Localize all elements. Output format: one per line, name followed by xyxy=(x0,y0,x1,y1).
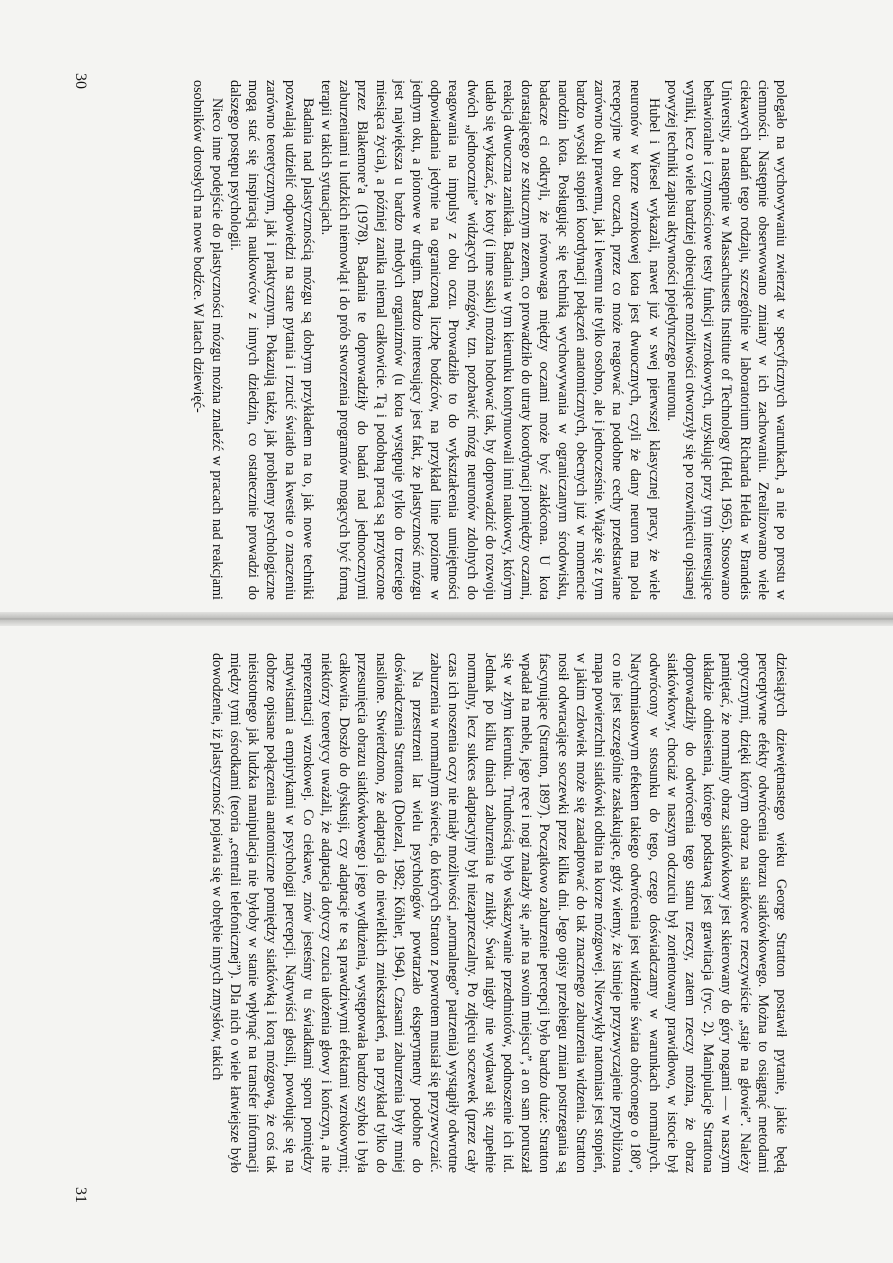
paragraph: Na przestrzeni lat wielu psychologów powtarzało eksperymenty podobne do doświadczenia Strattona (Dolezal, 1982; Köhler, 1964). Czasami zaburzenia były mniej nasilone. Stwierdzono, że adaptacja do niewielkich zniekształceń, na przykład tylko do przesunięcia obrazu siatkówkowego i jego wydłużenia, występowała bardzo szybko i była całkowita. Doszło do dyskusji, czy adaptacje te są prawdziwymi efektami wzrokowymi; niektórzy teoretycy uważali, że adaptacja dotyczy czucia ułożenia głowy i kończyn, a nie reprezentacji wzrokowej. Co ciekawe, znów jesteśmy tu świadkami sporu pomiędzy natywistami a empirykami w psychologii percepcji. Natywiści głosili, powołując się na dobrze opisane połączenia anatomiczne pomiędzy siatkówką i korą mózgową, że coś tak nieistotnego jak ludzka manipulacja nie byłoby w stanie wpłynąć na transfer informacji między tymi ośrodkami (teoria „centrali telefonicznej”). Dla nich o wiele łatwiejsze było dowodzenie, iż plastyczność pojawia się w obrębie innych zmysłów, takich xyxy=(208,653,425,1173)
right-page-text xyxy=(208,653,791,1173)
right-page xyxy=(120,645,880,1205)
paragraph: polegało na wychowywaniu zwierząt w specyficznych warunkach, a nie po prostu w ciemności. Następnie obserwowano zmiany w ich zachowaniu. Zrealizowano wiele ciekawych badań tego rodzaju, szczególnie w laboratorium Richarda Helda w Brandeis University, a następnie w Massachusetts Institute of Technology (Held, 1965). Stosowano behawioralne i czynnościowe testy funkcji wzrokowych, uzyskując przy tym interesujące wyniki, lecz o wiele bardziej obiecujące możliwości otworzyły się po rozwinięciu opisanej powyżej techniki zapisu aktywności pojedynczego neuronu. xyxy=(663,80,789,600)
left-page-text xyxy=(189,80,790,600)
paragraph: Hubel i Wiesel wykazali, nawet już w swej pierwszej klasycznej pracy, że wiele neuronów w korze wzrokowej kota jest dwuocznych, czyli że dany neuron ma pola recepcyjne w obu oczach, przez co może reagować na podobne cechy przedstawiane zarówno oku prawemu, jak i lewemu nie tylko osobno, ale i jednocześnie. Wiąże się z tym bardzo wysoki stopień koordynacji połączeń anatomicznych, obecnych już w momencie narodzin kota. Posługując się techniką wychowywania w ograniczanym środowisku, badacze ci odkryli, że równowaga między oczami może być zakłócona. U kota dorastającego ze sztucznym zezem, co prowadziło do utraty koordynacji pomiędzy oczami, reakcja dwuoczna zanikała. Badania w tym kierunku kontynuowali inni naukowcy, którym udało się wykazać, że koty (i inne ssaki) można hodować tak, by doprowadzić do rozwoju dwóch „jednoocznie” widzących mózgów, tzn. pozbawić mózg neuronów zdolnych do reagowania na impulsy z obu oczu. Prowadziło to do wykształcenia umiejętności odpowiadania jedynie na ograniczoną liczbę bodźców, na przykład linie poziome w jednym oku, a pionowe w drugim. Bardzo interesujący jest fakt, że plastyczność mózgu jest największa u bardzo młodych organizmów (u kota występuje tylko do trzeciego miesiąca życia), a później zanika niemal całkowicie. Tą i podobną pracą są przytoczone przez Blakemore’a (1978). Badania te doprowadziły do badań nad jednoocznymi zaburzeniami u ludzkich niemowląt i do prób stworzenia programów mogących być formą terapii w takich sytuacjach. xyxy=(317,80,662,600)
page-number-right: 31 xyxy=(72,1187,89,1203)
paragraph: dziesiątych dziewiętnastego wieku George Stratton postawił pytanie, jakie będą perceptywne efekty odwrócenia obrazu siatkówkowego. Można to osiągnąć metodami optycznymi, dzięki którym obraz na siatkówce rzeczywiście „staje na głowie”. Należy pamiętać, że normalny obraz siatkówkowy jest skierowany do góry nogami — w naszym układzie odniesienia, którego podstawą jest grawitacja (ryc. 2). Manipulacje Strattona doprowadziły do odwrócenia tego stanu rzeczy, zatem rzeczy można, że obraz siatkówkowy, chociaż w naszym odczuciu był zorientowany prawidłowo, w istocie był odwrócony w stosunku do tego, czego doświadczamy w warunkach normalnych. Natychmiastowym efektem takiego odwrócenia jest widzenie świata obróconego o 180°, co nie jest szczególnie zaskakujące, gdyż wiemy, że istnieje przyzwyczajenie przybliżona mapa powierzchni siatkówki odbita na korze mózgowej. Niezwykły natomiast jest stopień, w jakim człowiek może się zaadaptować do tak znacznego zaburzenia widzenia. Stratton nosił odwracające soczewki przez kilka dni. Jego opisy przebiegu zmian postrzegania są fascynujące (Stratton, 1897). Początkowo zaburzenie percepcji było bardzo duże: Stratton wpadał na meble, jego ręce i nogi znalazły się „nie na swoim miejscu”, a on sam poruszał się w złym kierunku. Trudnością było wskazywanie przedmiotów, podnoszenie ich itd. Jednak po kilku dniach zaburzenia te znikły. Świat nigdy nie wydawał się zupełnie normalny, lecz sukces adaptacyjny był niezaprzeczalny. Po zdjęciu soczewek (przez cały czas ich noszenia oczy nie miały możliwości „normalnego” patrzenia) wystąpiły odwrotne zaburzenia w normalnym świecie, do których Straton z powrotem musiał się przyzwyczaić. xyxy=(427,653,789,1173)
paragraph: Nieco inne podejście do plastyczności mózgu można znaleźć w pracach nad reakcjami osobników dorosłych na nowe bodźce. W latach dziewięć- xyxy=(190,80,225,600)
paragraph: Badania nad plastycznością mózgu są dobrym przykładem na to, jak nowe techniki pozwalają udzielić odpowiedzi na stare pytania i rzucić światło na kwestie o znaczeniu zarówno teoretycznym, jak i praktycznym. Pokazują także, jak problemy psychologiczne mogą stać się inspiracją naukowców z innych dziedzin, co ostatecznie prowadzi do dalszego postępu psychologii. xyxy=(226,80,316,600)
left-page xyxy=(120,70,880,630)
page-number-left: 30 xyxy=(72,73,89,89)
